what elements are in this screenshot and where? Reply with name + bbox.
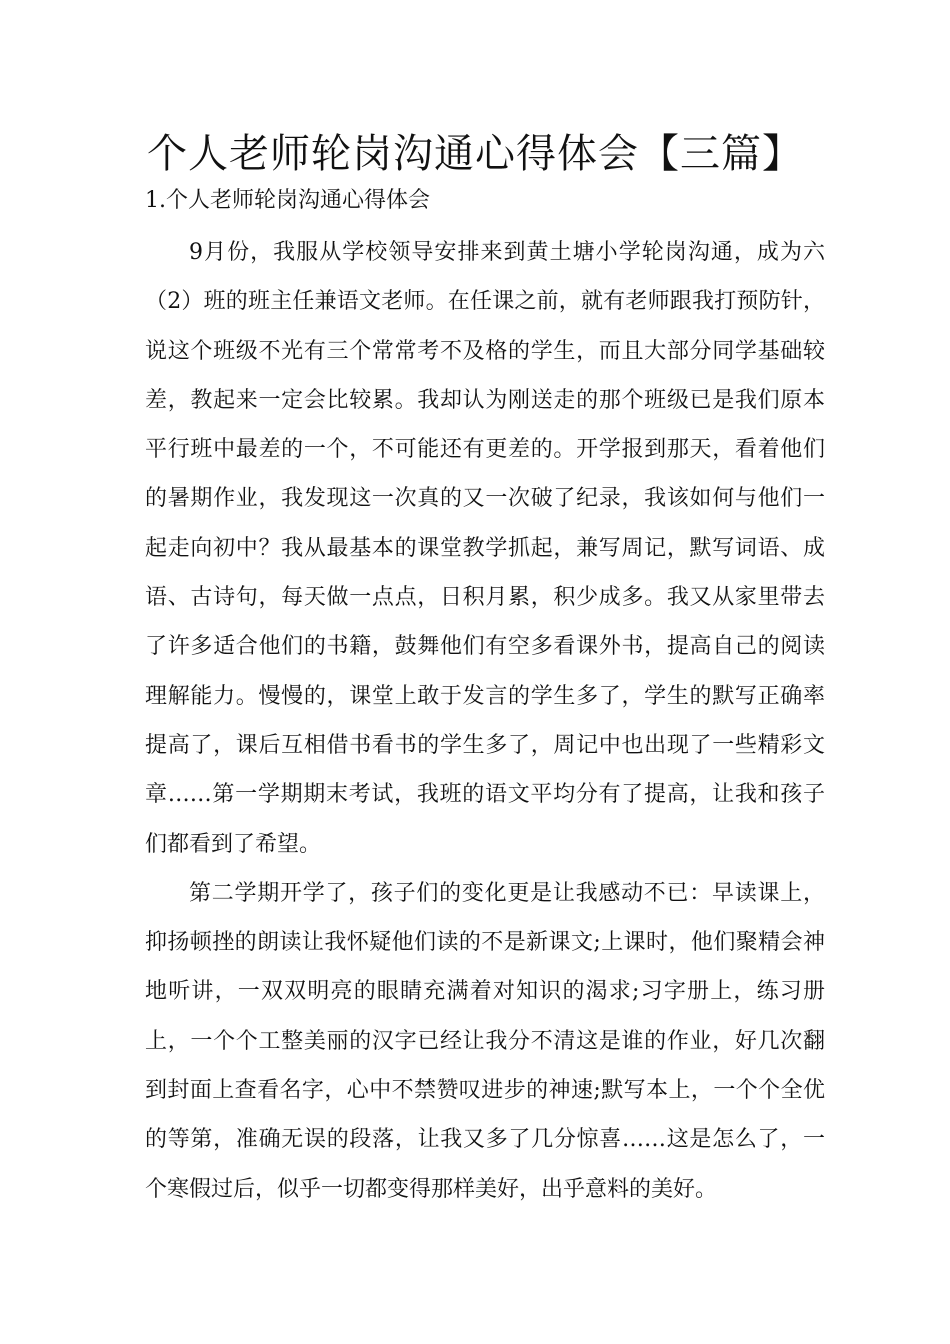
section-heading: 1.个人老师轮岗沟通心得体会 (145, 188, 430, 213)
paragraph-2: 第二学期开学了，孩子们的变化更是让我感动不已：早读课上，抑扬顿挫的朗读让我怀疑他们读的不是新课文;上课时，他们聚精会神地听讲，一双双明亮的眼睛充满着对知识的渴求;习字册上，练习册上，一个个工整美丽的汉字已经让我分不清这是谁的作业，好几次翻到封面上查看名字，心中不禁赞叹进步的神速;默写本上，一个个全优的等第，准确无误的段落，让我又多了几分惊喜……这是怎么了，一个寒假过后，似乎一切都变得那样美好，出乎意料的美好。 (145, 880, 825, 1202)
paragraph-1: 9月份，我服从学校领导安排来到黄土塘小学轮岗沟通，成为六（2）班的班主任兼语文老师。在任课之前，就有老师跟我打预防针，说这个班级不光有三个常常考不及格的学生，而且大部分同学基础较差，教起来一定会比较累。我却认为刚送走的那个班级已是我们原本平行班中最差的一个，不可能还有更差的。开学报到那天，看着他们的暑期作业，我发现这一次真的又一次破了纪录，我该如何与他们一起走向初中？我从最基本的课堂教学抓起，兼写周记，默写词语、成语、古诗句，每天做一点点，日积月累，积少成多。我又从家里带去了许多适合他们的书籍，鼓舞他们有空多看课外书，提高自己的阅读理解能力。慢慢的，课堂上敢于发言的学生多了，学生的默写正确率提高了，课后互相借书看书的学生多了，周记中也出现了一些精彩文章……第一学期期末考试，我班的语文平均分有了提高，让我和孩子们都看到了希望。 (145, 240, 825, 857)
document-title: 个人老师轮岗沟通心得体会【三篇】 (147, 131, 803, 177)
body-text (145, 228, 825, 1214)
